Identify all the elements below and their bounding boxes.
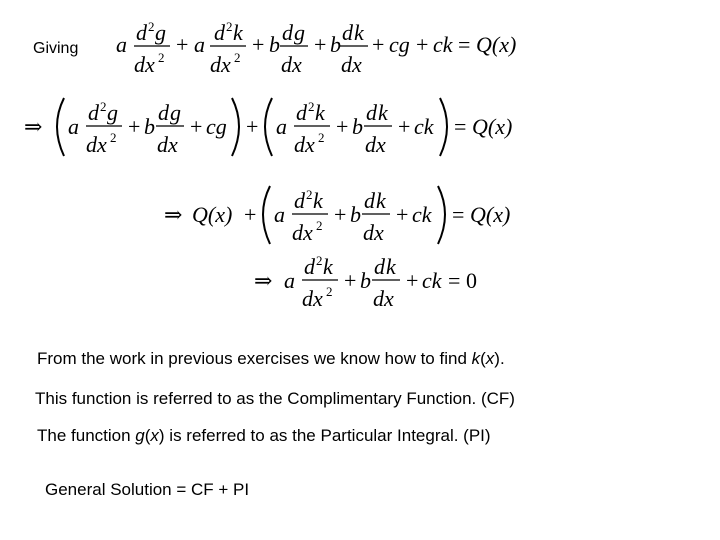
svg-text:dx: dx (363, 220, 384, 245)
svg-text:=: = (448, 268, 461, 293)
svg-text:dx: dx (292, 220, 313, 245)
svg-text:dx: dx (210, 52, 231, 77)
svg-text:0: 0 (466, 268, 477, 293)
svg-text:2: 2 (100, 99, 107, 114)
svg-text:a: a (274, 202, 285, 227)
svg-text:dx: dx (157, 132, 178, 157)
svg-text:dx: dx (373, 286, 394, 311)
svg-text:+: + (336, 114, 349, 139)
svg-text:k: k (323, 254, 333, 279)
svg-text:dx: dx (134, 52, 155, 77)
svg-text:k: k (233, 20, 243, 45)
svg-text:+: + (128, 114, 141, 139)
svg-text:+: + (252, 32, 265, 57)
svg-text:2: 2 (318, 130, 325, 145)
svg-text:+: + (416, 32, 429, 57)
svg-text:2: 2 (148, 19, 155, 34)
svg-text:d: d (296, 100, 307, 125)
svg-text:+: + (176, 32, 189, 57)
svg-text:d: d (282, 20, 293, 45)
equation-4 (250, 250, 500, 320)
svg-text:k: k (386, 254, 396, 279)
svg-text:b: b (269, 32, 280, 57)
svg-text:b: b (360, 268, 371, 293)
svg-text:+: + (190, 114, 203, 139)
svg-text:d: d (366, 100, 377, 125)
svg-text:+: + (334, 202, 347, 227)
svg-text:⇒: ⇒ (24, 114, 43, 139)
svg-text:2: 2 (226, 19, 233, 34)
svg-text:⇒: ⇒ (254, 268, 273, 293)
giving-label: Giving (33, 40, 79, 57)
svg-text:dx: dx (341, 52, 362, 77)
svg-text:k: k (315, 100, 325, 125)
svg-text:+: + (314, 32, 327, 57)
equation-3 (160, 180, 530, 252)
svg-text:d: d (294, 188, 305, 213)
coef-a: a (116, 32, 127, 57)
svg-text:2: 2 (306, 187, 313, 202)
svg-text:k: k (378, 100, 388, 125)
svg-text:Q(x): Q(x) (192, 202, 233, 227)
svg-text:2: 2 (308, 99, 315, 114)
svg-text:ck: ck (422, 268, 442, 293)
svg-text:+: + (372, 32, 385, 57)
svg-text:g: g (294, 20, 305, 45)
svg-text:a: a (194, 32, 205, 57)
svg-text:dx: dx (294, 132, 315, 157)
svg-text:cg: cg (206, 114, 227, 139)
text-line-3: The function g(x) is referred to as the Particular Integral. (PI) (37, 426, 491, 445)
svg-text:d: d (214, 20, 225, 45)
general-solution: General Solution = CF + PI (45, 480, 250, 499)
svg-text:+: + (406, 268, 419, 293)
svg-text:2: 2 (326, 284, 333, 299)
svg-text:b: b (144, 114, 155, 139)
svg-text:⇒: ⇒ (164, 202, 183, 227)
svg-text:g: g (107, 100, 118, 125)
svg-text:2: 2 (316, 218, 323, 233)
svg-text:cg: cg (389, 32, 410, 57)
svg-text:dx: dx (86, 132, 107, 157)
svg-text:d: d (374, 254, 385, 279)
svg-text:+: + (396, 202, 409, 227)
svg-text:Q(x): Q(x) (472, 114, 513, 139)
svg-text:2: 2 (316, 253, 323, 268)
svg-text:=: = (452, 202, 465, 227)
svg-text:ck: ck (412, 202, 432, 227)
svg-text:+: + (344, 268, 357, 293)
svg-text:2: 2 (234, 50, 241, 65)
svg-text:k: k (354, 20, 364, 45)
svg-text:Q(x): Q(x) (470, 202, 511, 227)
svg-text:a: a (284, 268, 295, 293)
svg-text:g: g (155, 20, 166, 45)
svg-text:+: + (398, 114, 411, 139)
svg-text:dx: dx (302, 286, 323, 311)
svg-text:ck: ck (433, 32, 453, 57)
svg-text:ck: ck (414, 114, 434, 139)
text-line-2: This function is referred to as the Complimentary Function. (CF) (35, 389, 515, 408)
svg-text:=: = (454, 114, 467, 139)
svg-text:=: = (458, 32, 471, 57)
svg-text:d: d (342, 20, 353, 45)
svg-text:g: g (170, 100, 181, 125)
svg-text:+: + (244, 202, 257, 227)
svg-text:a: a (276, 114, 287, 139)
equation-2 (20, 92, 520, 164)
svg-text:dx: dx (365, 132, 386, 157)
svg-text:2: 2 (158, 50, 165, 65)
svg-text:b: b (350, 202, 361, 227)
svg-text:b: b (352, 114, 363, 139)
svg-text:dx: dx (281, 52, 302, 77)
text-line-1: From the work in previous exercises we know how to find k(x). (37, 349, 505, 368)
svg-text:a: a (68, 114, 79, 139)
equation-1 (110, 10, 530, 80)
svg-text:2: 2 (110, 130, 117, 145)
svg-text:d: d (88, 100, 99, 125)
svg-text:d: d (136, 20, 147, 45)
svg-text:k: k (376, 188, 386, 213)
svg-text:+: + (246, 114, 259, 139)
svg-text:k: k (313, 188, 323, 213)
svg-text:d: d (304, 254, 315, 279)
svg-text:b: b (330, 32, 341, 57)
svg-text:d: d (364, 188, 375, 213)
svg-text:Q(x): Q(x) (476, 32, 517, 57)
svg-text:d: d (158, 100, 169, 125)
